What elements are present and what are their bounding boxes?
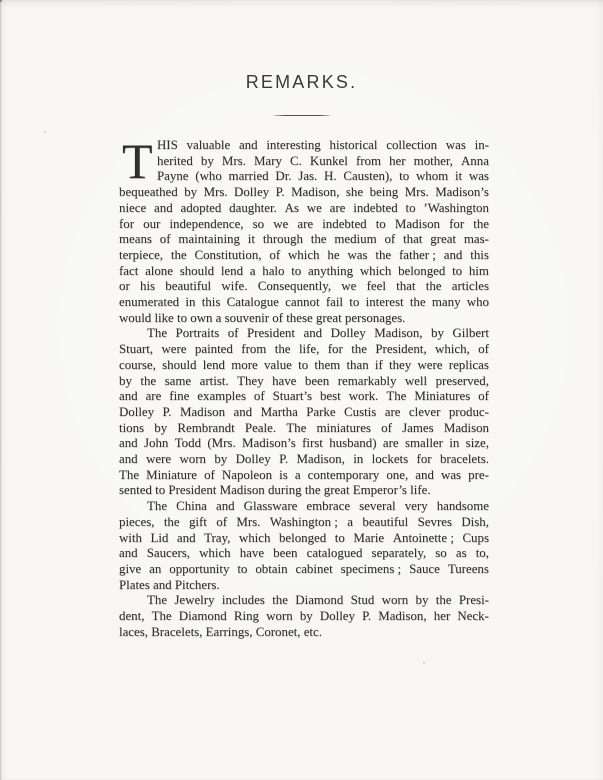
text-line: and John Todd (Mrs. Madison’s first husband) are smaller in size, [119,436,489,451]
text-line: laces, Bracelets, Earrings, Coronet, etc. [119,624,322,639]
body-text [119,133,489,641]
text-line: course, should lend more value to them than if they were replicas [119,357,489,372]
text-line: The Jewelry includes the Diamond Stud worn by the Presi- [147,593,489,608]
drop-cap-initial: T [122,133,153,189]
text-line: The Miniature of Napoleon is a contemporary one, and was pre- [119,467,489,482]
text-line: and Saucers, which have been catalogued separately, so as to, [119,546,489,561]
text-line: with Lid and Tray, which belonged to Marie Antoinette ; Cups [119,530,489,545]
text-line: herited by Mrs. Mary C. Kunkel from her mother, Anna [157,153,489,168]
text-line: bequeathed by Mrs. Dolley P. Madison, she being Mrs. Madison’s [119,185,489,200]
text-line: Plates and Pitchers. [119,577,220,592]
text-line: by the same artist. They have been remarkably well preserved, [119,373,489,388]
text-line: tions by Rembrandt Peale. The miniatures of James Madison [119,420,489,435]
text-line: HIS valuable and interesting historical collection was in- [157,138,489,152]
text-line: Dolley P. Madison and Martha Parke Custis are clever produc- [119,404,489,419]
page-title: REMARKS. [245,72,358,92]
text-line: for our independence, so we are indebted to Madison for the [119,216,489,231]
text-line: pieces, the gift of Mrs. Washington ; a beautiful Sevres Dish, [119,514,489,529]
text-line: niece and adopted daughter. As we are indebted to ’Washington [119,200,489,215]
text-line: sented to President Madison during the great Emperor’s life. [119,483,431,498]
paper-speck [44,131,46,133]
paper-speck [0,0,2,2]
text-line: The China and Glassware embrace several very handsome [147,499,489,514]
text-line: and were worn by Dolley P. Madison, in lockets for bracelets. [119,452,489,467]
text-line: terpiece, the Constitution, of which he was the father ; and this [119,247,489,262]
text-line: or his beautiful wife. Consequently, we feel that the articles [119,279,489,294]
text-line: Payne (who married Dr. Jas. H. Causten), to whom it was [157,169,489,184]
text-line: The Portraits of President and Dolley Madison, by Gilbert [147,326,489,341]
text-line: enumerated in this Catalogue cannot fail to interest the many who [119,295,489,310]
text-line: dent, The Diamond Ring worn by Dolley P. Madison, her Neck- [119,609,489,624]
text-line: fact alone should lend a halo to anything which belonged to him [119,263,489,278]
text-line: Stuart, were painted from the life, for the President, which, of [119,342,489,357]
paper-speck [423,662,425,664]
text-line: and are fine examples of Stuart’s best work. The Miniatures of [119,389,489,404]
text-line: give an opportunity to obtain cabinet specimens ; Sauce Tureens [119,561,489,576]
text-line: would like to own a souvenir of these great personages. [119,310,406,325]
text-line: means of maintaining it through the medium of that great mas- [119,232,489,247]
title-divider-rule [274,115,330,116]
